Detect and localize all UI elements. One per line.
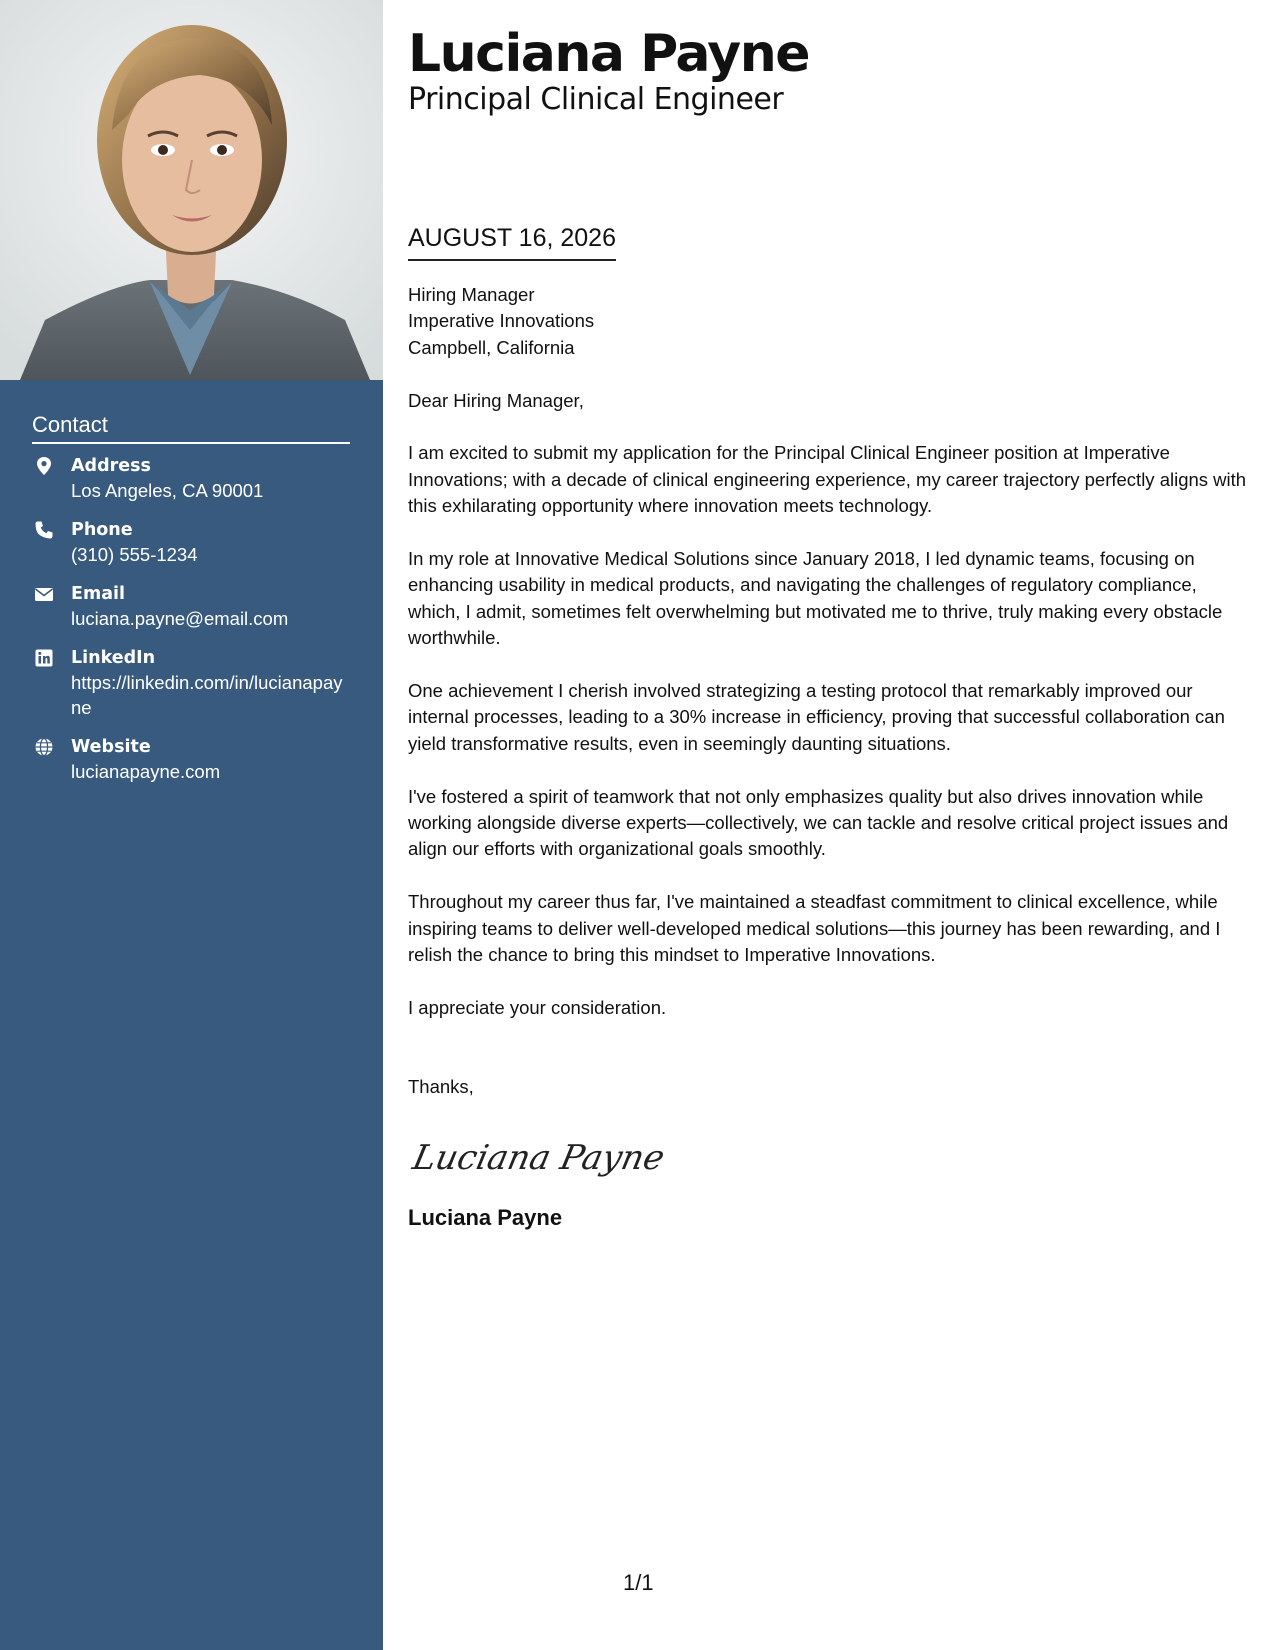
page-number: 1/1 — [623, 1570, 654, 1595]
signer-name: Luciana Payne — [408, 1204, 563, 1230]
applicant-name: Luciana Payne — [408, 24, 809, 84]
applicant-title: Principal Clinical Engineer — [408, 82, 784, 117]
salutation: Dear Hiring Manager, — [408, 389, 584, 411]
contact-heading: Contact — [32, 412, 350, 444]
recipient-line: Imperative Innovations — [408, 310, 595, 332]
paragraph: Throughout my career thus far, I've maintained a steadfast commitment to clinical excellence, while inspiring teams to deliver well-developed medical solutions—this journey has been rewarding, and I relish the chance to bring this mindset to Imperative Innovations. — [408, 891, 1221, 966]
letter-date: AUGUST 16, 2026 — [408, 224, 616, 261]
phone-label: Phone — [71, 520, 133, 540]
email-label: Email — [71, 584, 125, 604]
contact-website — [32, 735, 350, 784]
phone-value[interactable]: (310) 555-1234 — [71, 544, 198, 565]
contact-email — [32, 582, 350, 631]
address-label: Address — [71, 456, 151, 476]
phone-icon — [34, 520, 54, 540]
website-value[interactable]: lucianapayne.com — [71, 761, 221, 782]
linkedin-value[interactable]: https://linkedin.com/in/lucianapayne — [71, 672, 343, 718]
website-label: Website — [71, 737, 151, 757]
map-pin-icon — [34, 456, 54, 476]
portrait-image — [0, 0, 383, 380]
recipient-block — [408, 282, 1248, 361]
svg-text:Luciana Payne: Luciana Payne — [409, 1138, 668, 1178]
contact-linkedin — [32, 646, 350, 720]
closing: Thanks, — [408, 1076, 474, 1098]
paragraph: I am excited to submit my application for the Principal Clinical Engineer position at Imperative Innovations; with a decade of clinical engineering experience, my career trajectory perfectly aligns with this exhilarating opportunity where innovation meets technology. — [408, 442, 1247, 517]
sidebar — [0, 0, 383, 1650]
paragraph: One achievement I cherish involved strategizing a testing protocol that remarkably improved our internal processes, leading to a 30% increase in efficiency, proving that successful collaboration can yield transformative results, even in seemingly daunting situations. — [408, 680, 1225, 754]
handwritten-signature — [408, 1127, 668, 1187]
paragraph: In my role at Innovative Medical Solutions since January 2018, I led dynamic teams, focusing on enhancing usability in medical products, and navigating the challenges of regulatory compliance, which, I admit, sometimes felt overwhelming but motivated me to thrive, truly making every obstacle worthwhile. — [408, 548, 1223, 649]
linkedin-icon — [34, 648, 54, 668]
contact-phone — [32, 518, 350, 567]
linkedin-label: LinkedIn — [71, 648, 156, 668]
address-value: Los Angeles, CA 90001 — [71, 480, 264, 501]
recipient-line: Hiring Manager — [408, 284, 535, 305]
email-value[interactable]: luciana.payne@email.com — [71, 608, 289, 629]
envelope-icon — [34, 584, 54, 604]
recipient-line: Campbell, California — [408, 336, 575, 358]
letter-body — [408, 282, 1248, 1231]
profile-photo — [0, 0, 383, 380]
globe-icon — [34, 737, 54, 757]
contact-address — [32, 454, 350, 503]
signature-image — [408, 1127, 1248, 1187]
contact-section — [32, 412, 350, 799]
paragraph: I've fostered a spirit of teamwork that not only emphasizes quality but also drives innovation while working alongside diverse experts—collectively, we can tackle and resolve critical project issues and align our efforts with organizational goals smoothly. — [408, 785, 1229, 860]
paragraph: I appreciate your consideration. — [408, 996, 667, 1018]
